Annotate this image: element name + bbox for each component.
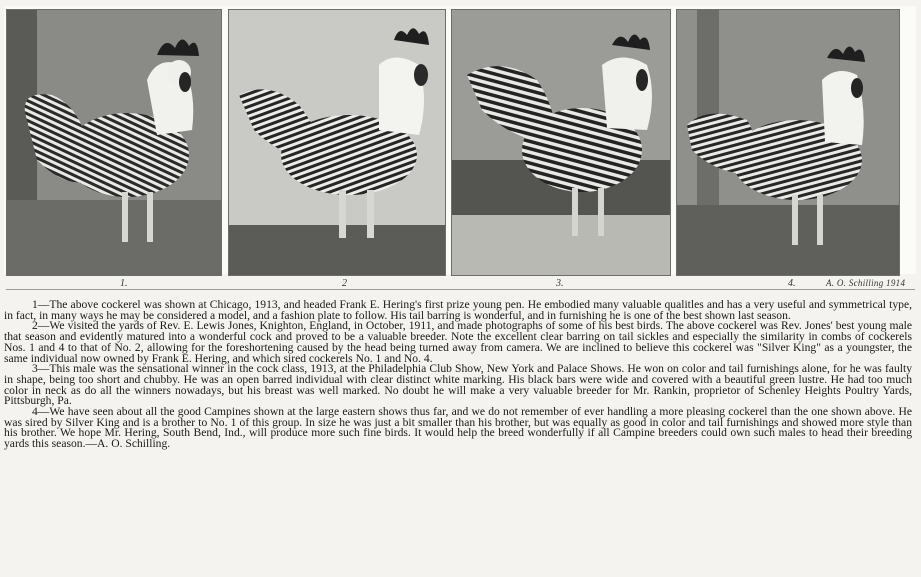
paragraph-3: 3—This male was the sensational winner in the cock class, 1913, at the Philadelphia Club Show, New York and Palace Shows. He won on color and tail furnishings alone, for he was faulty in shape, being too short and chubby. He was an open barred individual with clear distinct white marking. His black bars were wide and covered with a beautiful green lustre. He had too much color in neck as do all the winners nowadays, but his breast was well marked. No doubt he will make a very valuable breeder for Mr. Rankin, proprietor of Schenley Heights Poultry Yards, Pittsburgh, Pa. <box>4 362 912 408</box>
paragraph-2: 2—We visited the yards of Rev. E. Lewis Jones, Knighton, England, in October, 1911, and made photographs of some of his best birds. The above cockerel was Rev. Jones' best young male that season and evidently matured into a wonderful cock and proved to be a valuable breeder. Note the excellent clear barring on tail sickles and especially the similarity in combs of cockerels Nos. 1 and 4 to that of No. 2, allowing for the foreshortening caused by the head being turned away from camera. We are inclined to believe this cockerel was "Silver King" as a youngster, the same individual now owned by Frank E. Hering, and which sired cockerels No. 1 and No. 4. <box>4 319 912 365</box>
rooster-illustration-2 <box>229 10 445 275</box>
caption-2: 2 <box>342 278 347 289</box>
photo-cockerel-2 <box>228 9 446 276</box>
caption-1: 1. <box>120 278 128 289</box>
paragraph-4: 4—We have seen about all the good Campines shown at the large eastern shows thus far, and we do not remember of ever handling a more pleasing cockerel than the one shown above. He was sired by Silver King and is a brother to No. 1 of this group. In size he was just a bit smaller than his brother, but was equally as good in color and tail furnishings and showed more style than his brother. We hope Mr. Hering, South Bend, Ind., will produce more such fine birds. It would help the breed wonderfully if all Campine breeders could own such males to head their breeding yards this season.—A. O. Schilling. <box>4 405 912 451</box>
artist-signature: A. O. Schilling 1914 <box>826 278 906 288</box>
caption-3: 3. <box>556 278 564 289</box>
divider <box>6 289 915 290</box>
photo-cockerel-3 <box>451 9 671 276</box>
paragraph-1: 1—The above cockerel was shown at Chicago, 1913, and headed Frank E. Hering's first prize young pen. He embodied many valuable qualitles and has a very useful and symmetrical type, in fact, in many ways he may be considered a model, and a fashion plate to follow. His tail barring is wonderful, and in furnishing he is one of the best shown last season. <box>4 298 912 322</box>
rooster-illustration-4 <box>677 10 899 275</box>
caption-4: 4. <box>788 278 796 289</box>
photo-plate <box>4 6 916 274</box>
photo-cockerel-4 <box>676 9 900 276</box>
rooster-illustration-3 <box>452 10 670 275</box>
photo-cockerel-1 <box>6 9 222 276</box>
rooster-illustration-1 <box>7 10 221 275</box>
article-body <box>4 300 912 450</box>
